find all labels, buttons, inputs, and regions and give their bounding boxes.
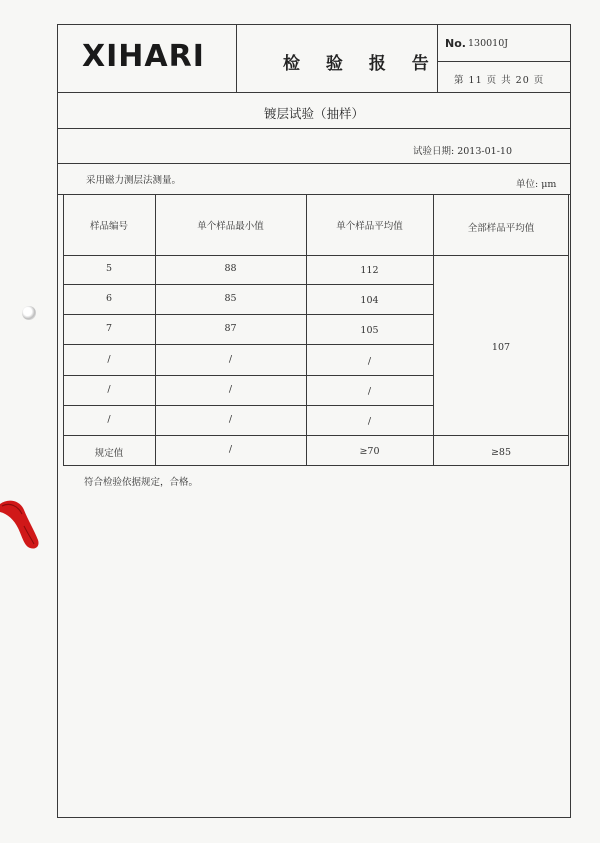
section-title: 镀层试验（抽样） bbox=[263, 106, 364, 121]
cell-avg: / bbox=[367, 356, 372, 367]
cell-min: / bbox=[228, 354, 233, 365]
report-number: 130010J bbox=[468, 38, 509, 49]
cell-avg: / bbox=[367, 386, 372, 397]
conclusion: 符合检验依据规定，合格。 bbox=[84, 477, 199, 488]
cell-sample-id: 6 bbox=[105, 293, 113, 304]
cell-avg: 104 bbox=[360, 295, 379, 306]
binding-hole-icon bbox=[22, 306, 36, 320]
cell-sample-id: 7 bbox=[105, 323, 113, 334]
cell-min: 87 bbox=[224, 323, 237, 334]
cell-sample-id: / bbox=[107, 384, 111, 395]
report-title: 检 验 报 告 bbox=[283, 54, 439, 74]
test-date: 试验日期: 2013-01-10 bbox=[413, 146, 512, 157]
cell-min: / bbox=[228, 384, 233, 395]
cell-min: 85 bbox=[224, 293, 237, 304]
col-header-min: 单个样品最小值 bbox=[197, 221, 264, 232]
cell-spec-min: / bbox=[228, 444, 233, 455]
report-number-label: No. bbox=[445, 37, 466, 50]
company-logo: XIHARI bbox=[82, 39, 205, 74]
binding-ribbon-icon bbox=[0, 496, 48, 556]
col-header-sample-id: 样品编号 bbox=[89, 221, 128, 232]
cell-avg: / bbox=[367, 416, 372, 427]
cell-min: 88 bbox=[224, 263, 237, 274]
cell-sample-id: / bbox=[107, 414, 111, 425]
cell-overall-avg: 107 bbox=[491, 342, 511, 353]
method-note: 采用磁力测层法测量。 bbox=[86, 175, 182, 186]
cell-sample-id: 5 bbox=[105, 263, 113, 274]
col-header-avg: 单个样品平均值 bbox=[336, 221, 403, 232]
cell-avg: 112 bbox=[360, 265, 379, 276]
col-header-overall-avg: 全部样品平均值 bbox=[467, 223, 535, 234]
cell-spec-avg: ≥70 bbox=[359, 446, 380, 457]
cell-sample-id: / bbox=[107, 354, 111, 365]
unit-label: 单位: μm bbox=[516, 179, 557, 190]
page-indicator: 第 11 页 共 20 页 bbox=[454, 75, 545, 86]
cell-avg: 105 bbox=[360, 325, 379, 336]
cell-min: / bbox=[228, 414, 233, 425]
cell-spec-overall: ≥85 bbox=[490, 447, 512, 458]
cell-spec-label: 规定值 bbox=[94, 448, 124, 459]
